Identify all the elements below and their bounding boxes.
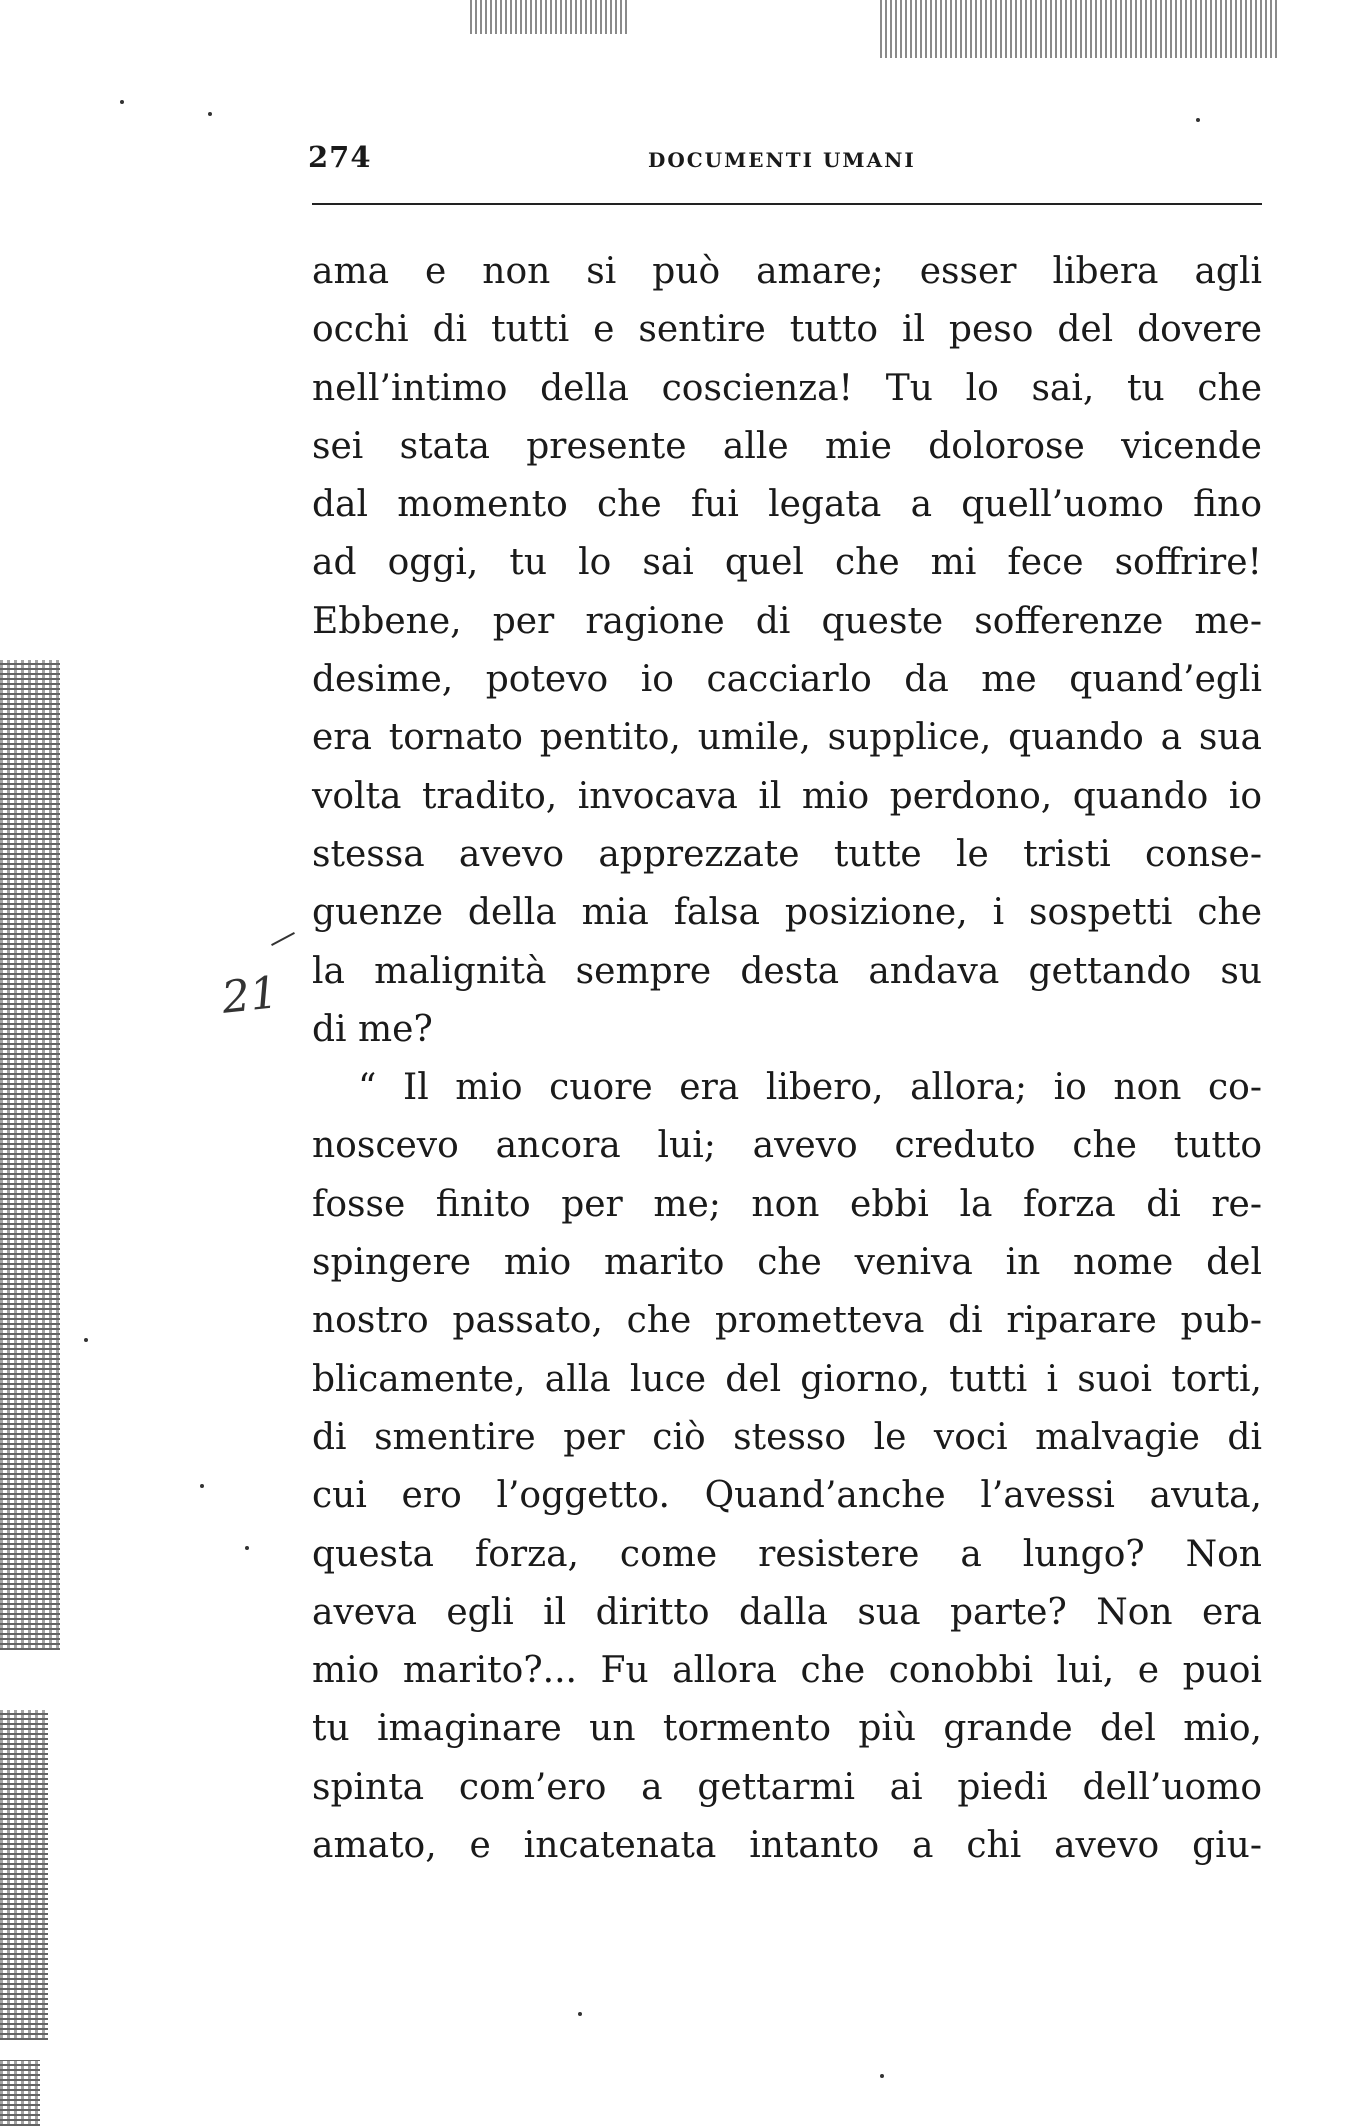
gutter-shadow bbox=[0, 1710, 48, 2040]
margin-mark bbox=[271, 932, 295, 946]
gutter-shadow bbox=[0, 660, 60, 1650]
text-line: questa forza, come resistere a lungo? Non bbox=[312, 1533, 1262, 1575]
text-line: guenze della mia falsa posizione, i sospetti che bbox=[312, 892, 1262, 934]
text-line: spinta com’ero a gettarmi ai piedi dell’uomo bbox=[312, 1766, 1262, 1808]
scan-speck bbox=[84, 1338, 88, 1342]
scan-speck bbox=[208, 112, 212, 116]
text-line: di me? bbox=[312, 1008, 433, 1050]
scan-noise bbox=[880, 0, 1280, 58]
text-line: nell’intimo della coscienza! Tu lo sai, tu che bbox=[312, 367, 1262, 409]
scan-speck bbox=[880, 2074, 884, 2078]
text-line: di smentire per ciò stesso le voci malvagie di bbox=[312, 1416, 1262, 1458]
header-rule bbox=[312, 203, 1262, 205]
text-line: desime, potevo io cacciarlo da me quand’egli bbox=[312, 659, 1262, 701]
text-line: tu imaginare un tormento più grande del mio, bbox=[312, 1708, 1262, 1750]
text-line: nostro passato, che prometteva di riparare pub- bbox=[312, 1300, 1262, 1342]
text-line: cui ero l’oggetto. Quand’anche l’avessi avuta, bbox=[312, 1475, 1262, 1517]
text-line: sei stata presente alle mie dolorose vicende bbox=[312, 425, 1262, 467]
text-line: era tornato pentito, umile, supplice, quando a sua bbox=[312, 717, 1262, 759]
text-line: la malignità sempre desta andava gettando su bbox=[312, 950, 1262, 992]
running-title: DOCUMENTI UMANI bbox=[648, 148, 916, 172]
scan-speck bbox=[245, 1546, 249, 1550]
text-line: stessa avevo apprezzate tutte le tristi conse- bbox=[312, 833, 1262, 875]
text-line: dal momento che fui legata a quell’uomo fino bbox=[312, 484, 1262, 526]
text-line: blicamente, alla luce del giorno, tutti i suoi torti, bbox=[312, 1358, 1262, 1400]
scan-speck bbox=[578, 2012, 582, 2016]
text-line: volta tradito, invocava il mio perdono, quando io bbox=[312, 775, 1262, 817]
text-line: aveva egli il diritto dalla sua parte? Non era bbox=[312, 1591, 1262, 1633]
running-head bbox=[308, 140, 1260, 180]
text-line: occhi di tutti e sentire tutto il peso del dovere bbox=[312, 309, 1262, 351]
text-line: mio marito?... Fu allora che conobbi lui, e puoi bbox=[312, 1650, 1262, 1692]
text-line: “ Il mio cuore era libero, allora; io non co- bbox=[358, 1067, 1262, 1109]
text-line: Ebbene, per ragione di queste sofferenze me- bbox=[312, 600, 1262, 642]
scan-speck bbox=[200, 1484, 204, 1488]
text-line: ama e non si può amare; esser libera agli bbox=[312, 251, 1262, 292]
text-line: ad oggi, tu lo sai quel che mi fece soffrire! bbox=[312, 542, 1262, 584]
scan-noise bbox=[470, 0, 630, 34]
body-text bbox=[312, 243, 1262, 1875]
scan-speck bbox=[120, 100, 124, 104]
scan-speck bbox=[1196, 118, 1200, 122]
text-line: fosse finito per me; non ebbi la forza di re- bbox=[312, 1183, 1262, 1225]
gutter-shadow bbox=[0, 2060, 40, 2126]
page-number: 274 bbox=[308, 140, 372, 174]
text-line: amato, e incatenata intanto a chi avevo giu- bbox=[312, 1825, 1262, 1867]
margin-annotation: 21 bbox=[219, 967, 281, 1024]
text-line: noscevo ancora lui; avevo creduto che tutto bbox=[312, 1125, 1262, 1167]
text-line: spingere mio marito che veniva in nome del bbox=[312, 1242, 1262, 1284]
